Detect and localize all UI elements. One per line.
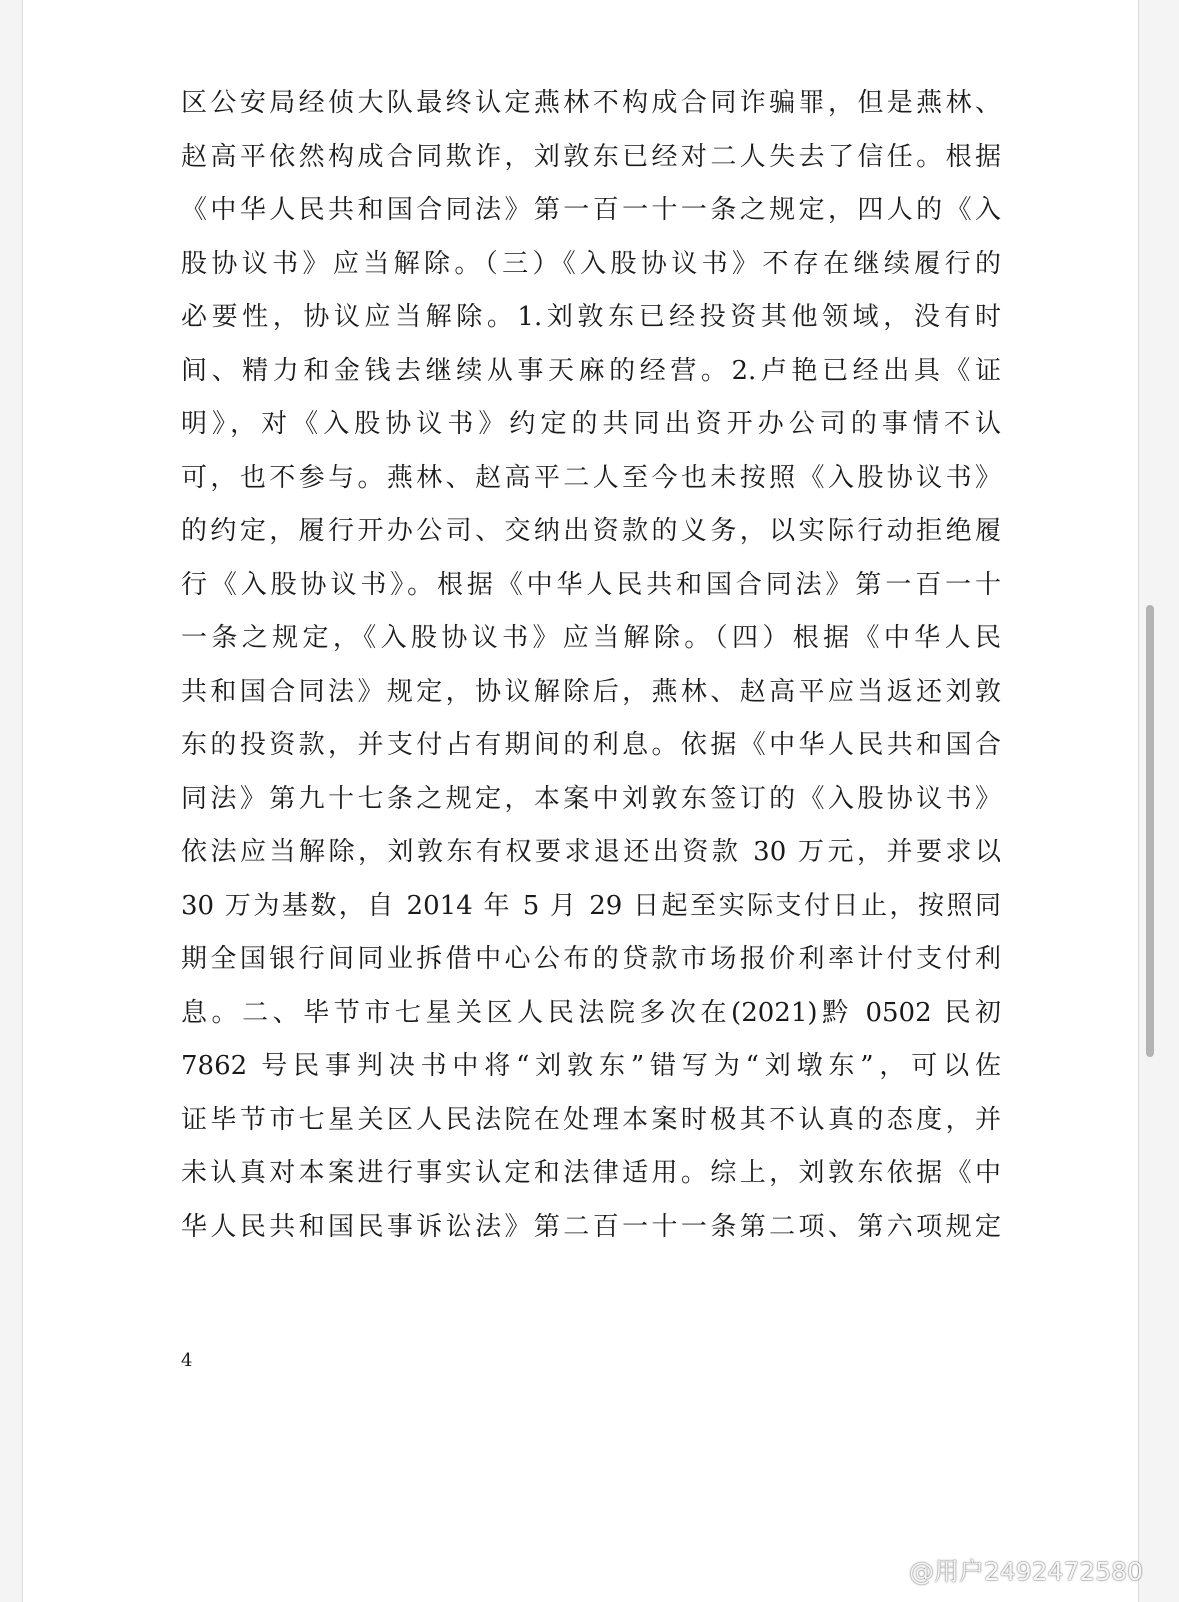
text-line: 可，也不参与。燕林、赵高平二人至今也未按照《入股协议书》	[181, 462, 1001, 493]
vertical-scrollbar[interactable]	[1143, 0, 1157, 1602]
weibo-icon	[873, 1557, 903, 1583]
text-line: 行《入股协议书》。根据《中华人民共和国合同法》第一百一十	[181, 569, 1001, 600]
watermark-text: @用户2492472580	[908, 1557, 1143, 1586]
text-line: 依法应当解除，刘敦东有权要求退还出资款 30 万元，并要求以	[181, 837, 1001, 867]
text-line: 东的投资款，并支付占有期间的利息。依据《中华人民共和国合	[181, 730, 1001, 760]
text-line: 同法》第九十七条之规定，本案中刘敦东签订的《入股协议书》	[181, 783, 1001, 814]
text-line: 必要性，协议应当解除。1.刘敦东已经投资其他领域，没有时	[181, 302, 1001, 332]
text-line: 7862 号民事判决书中将“刘敦东”错写为“刘墩东”，可以佐	[181, 1051, 1001, 1081]
text-line: 明》，对《入股协议书》约定的共同出资开办公司的事情不认	[181, 409, 1001, 439]
text-line: 共和国合同法》规定，协议解除后，燕林、赵高平应当返还刘敦	[181, 676, 1001, 707]
text-line: 息。二、毕节市七星关区人民法院多次在(2021)黔 0502 民初	[181, 997, 1001, 1028]
text-line: 30 万为基数，自 2014 年 5 月 29 日起至实际支付日止，按照同	[181, 890, 1001, 921]
text-line: 证毕节市七星关区人民法院在处理本案时极其不认真的态度，并	[181, 1104, 1001, 1135]
page-number: 4	[181, 1350, 193, 1371]
document-page	[22, 0, 1139, 1602]
text-line: 一条之规定，《入股协议书》应当解除。（四）根据《中华人民	[181, 623, 1001, 653]
text-line: 赵高平依然构成合同欺诈，刘敦东已经对二人失去了信任。根据	[181, 141, 1001, 172]
text-line: 未认真对本案进行事实认定和法律适用。综上，刘敦东依据《中	[181, 1158, 1001, 1188]
text-line: 华人民共和国民事诉讼法》第二百一十一条第二项、第六项规定	[181, 1211, 1001, 1242]
text-line: 间、精力和金钱去继续从事天麻的经营。2.卢艳已经出具《证	[181, 355, 1001, 386]
text-line: 股协议书》应当解除。（三）《入股协议书》不存在继续履行的	[181, 248, 1001, 279]
watermark	[873, 1552, 1143, 1588]
document-body	[181, 77, 1001, 1254]
text-line: 《中华人民共和国合同法》第一百一十一条之规定，四人的《入	[181, 195, 1001, 225]
text-line: 的约定，履行开办公司、交纳出资款的义务，以实际行动拒绝履	[181, 516, 1001, 546]
scrollbar-thumb[interactable]	[1146, 605, 1154, 1057]
text-line: 区公安局经侦大队最终认定燕林不构成合同诈骗罪，但是燕林、	[181, 88, 1001, 118]
text-line: 期全国银行间同业拆借中心公布的贷款市场报价利率计付支付利	[181, 944, 1001, 974]
